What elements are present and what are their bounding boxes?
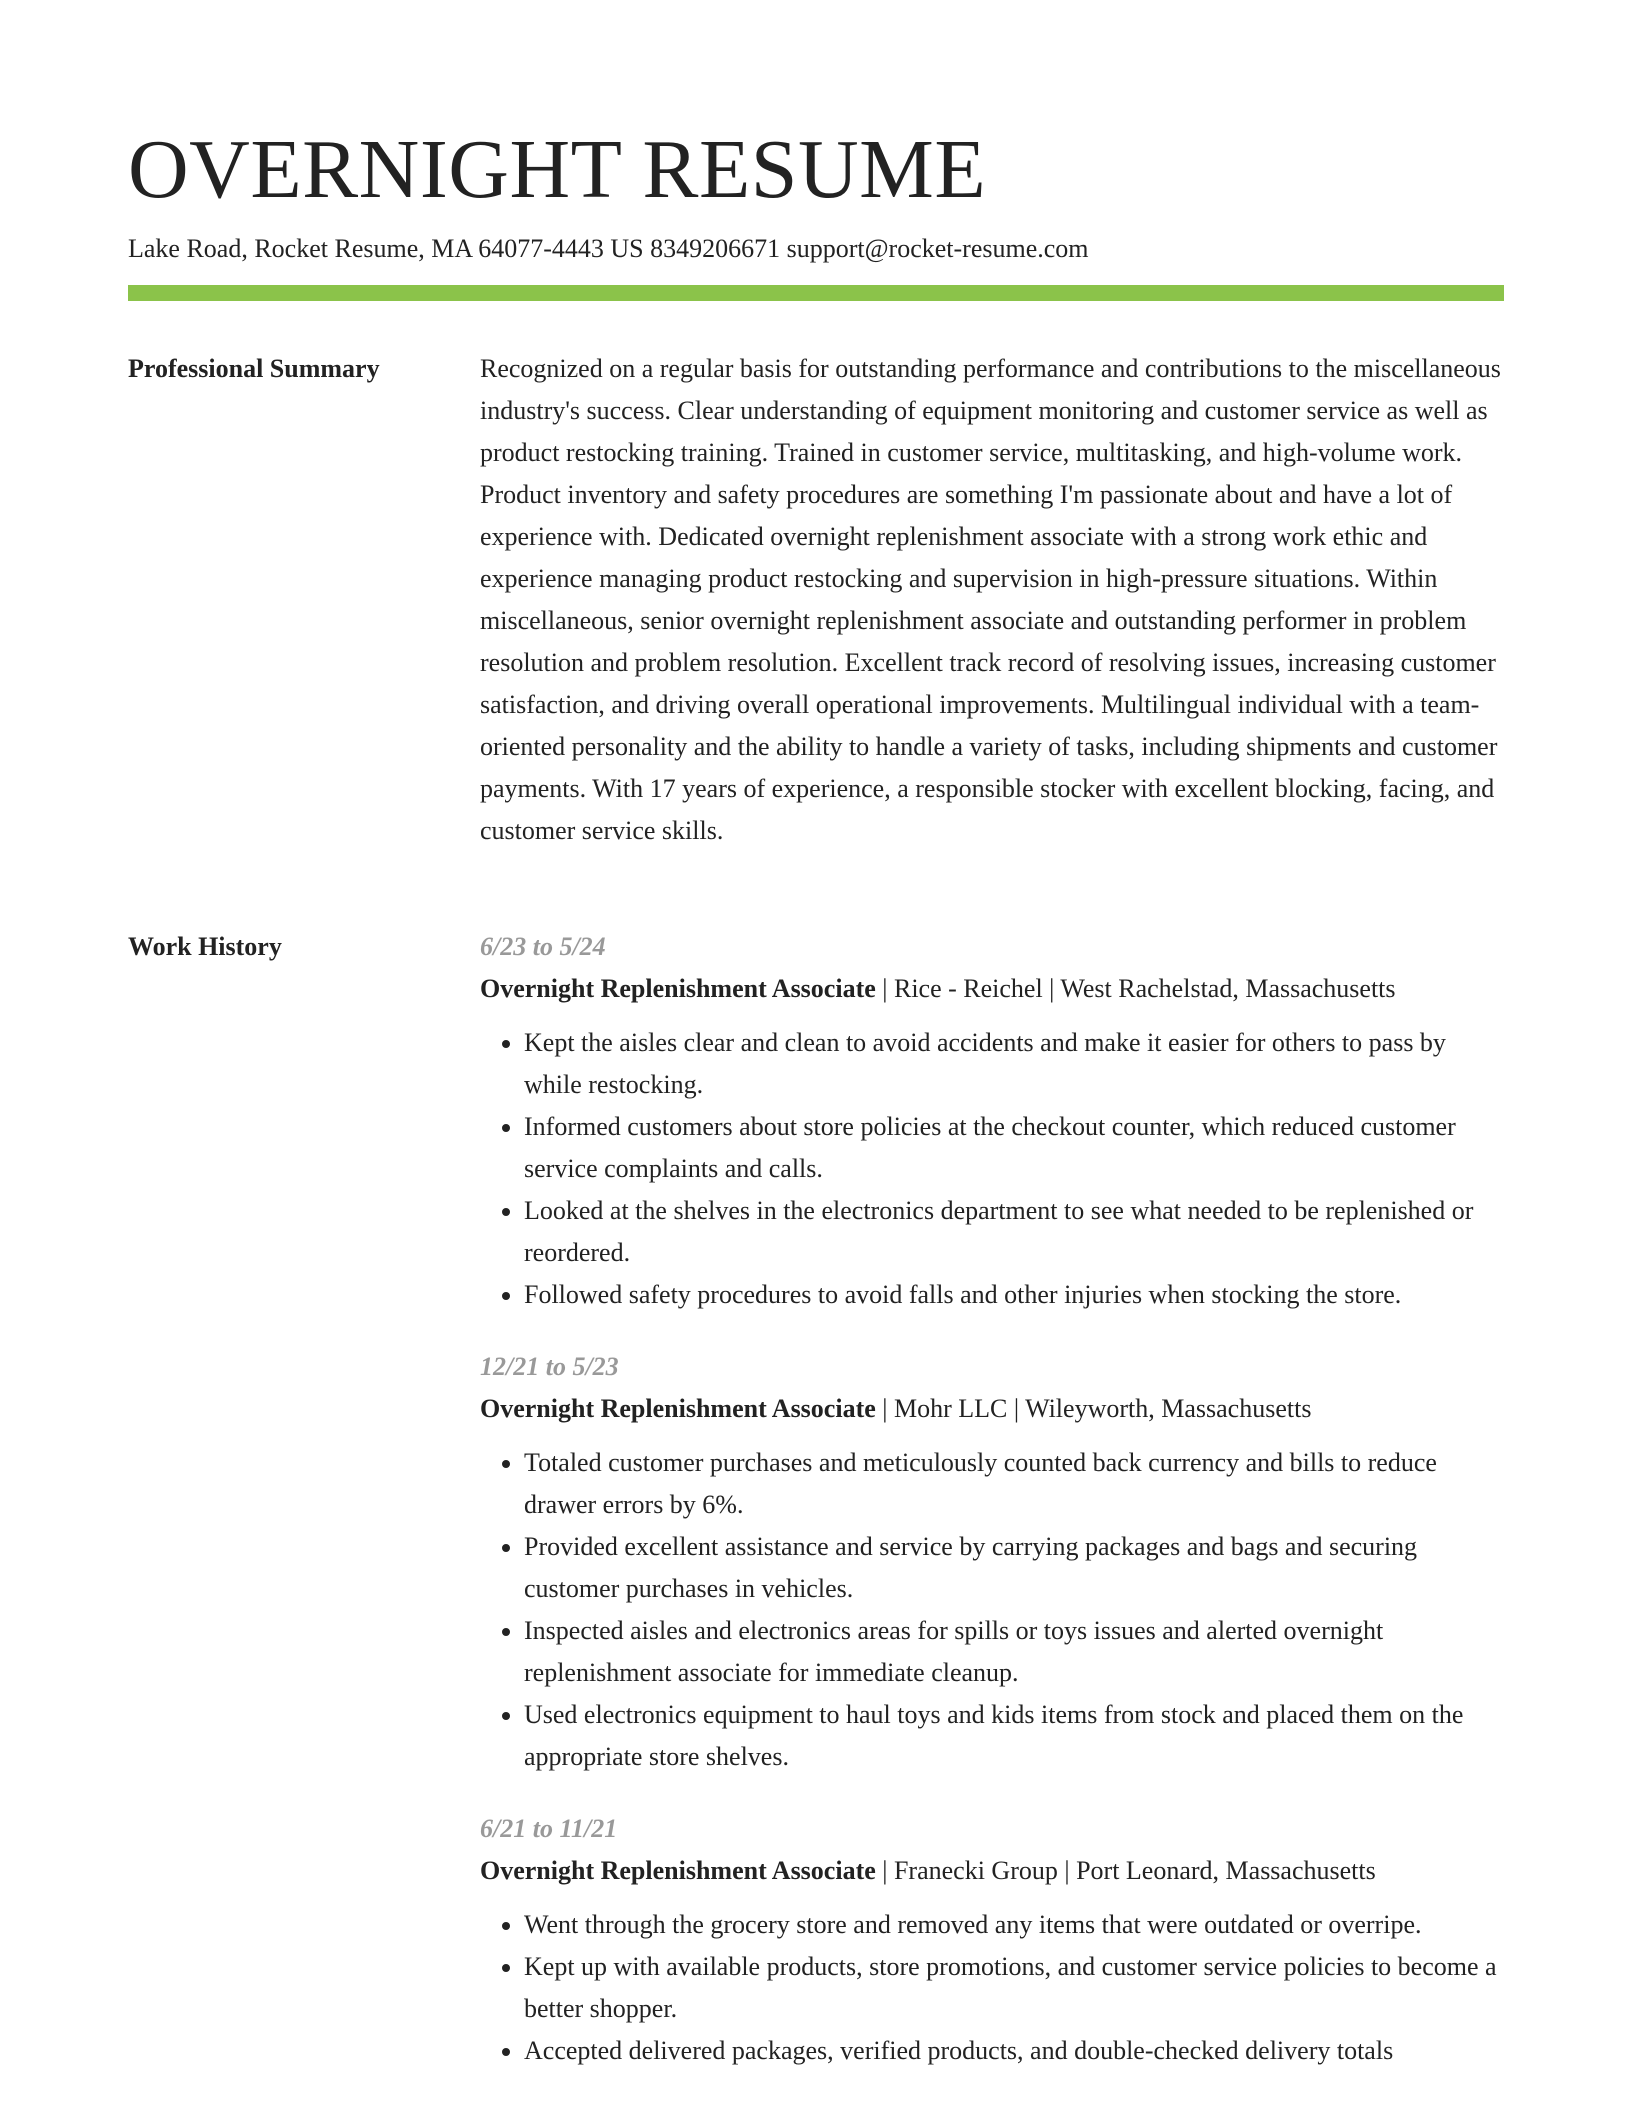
- job-heading: [480, 968, 1504, 1010]
- job-entry: [480, 1808, 1504, 2072]
- job-entry: [480, 926, 1504, 1316]
- job-bullet: • Informed customers about store policies at the checkout counter, which reduced customer service complaints and calls.: [524, 1106, 1504, 1190]
- summary-body: [480, 348, 1504, 852]
- job-bullet: • Totaled customer purchases and meticulously counted back currency and bills to reduce drawer errors by 6%.: [524, 1442, 1504, 1526]
- job-bullet: • Used electronics equipment to haul toys and kids items from stock and placed them on the appropriate store shelves.: [524, 1694, 1504, 1778]
- job-heading: [480, 1850, 1504, 1892]
- job-heading: [480, 1388, 1504, 1430]
- job-bullet: • Went through the grocery store and removed any items that were outdated or overripe.: [524, 1904, 1504, 1946]
- work-history-section: [128, 926, 1504, 2102]
- job-bullet: • Kept up with available products, store promotions, and customer service policies to become a better shopper.: [524, 1946, 1504, 2030]
- job-title: Overnight Replenishment Associate: [480, 1856, 876, 1885]
- job-bullet: • Provided excellent assistance and service by carrying packages and bags and securing customer purchases in vehicles.: [524, 1526, 1504, 1610]
- job-bullet: • Looked at the shelves in the electronics department to see what needed to be replenished or reordered.: [524, 1190, 1504, 1274]
- work-history-body: [480, 926, 1504, 2102]
- job-company-location: | Rice - Reichel | West Rachelstad, Massachusetts: [875, 974, 1396, 1003]
- work-history-heading: Work History: [128, 932, 282, 961]
- job-company-location: | Franecki Group | Port Leonard, Massachusetts: [875, 1856, 1376, 1885]
- job-bullets: [480, 1022, 1504, 1316]
- contact-line: Lake Road, Rocket Resume, MA 64077-4443 US 8349206671 support@rocket-resume.com: [128, 234, 1089, 263]
- header-divider: [128, 285, 1504, 301]
- job-bullet: • Followed safety procedures to avoid falls and other injuries when stocking the store.: [524, 1274, 1504, 1316]
- job-dates: 6/21 to 11/21: [480, 1814, 618, 1843]
- job-company-location: | Mohr LLC | Wileyworth, Massachusetts: [875, 1394, 1312, 1423]
- summary-heading: Professional Summary: [128, 354, 380, 383]
- summary-text: Recognized on a regular basis for outstanding performance and contributions to the miscellaneous industry's success. Clear understanding of equipment monitoring and customer service as well as product restocking training. Trained in customer service, multitasking, and high-volume work. Product inventory and safety procedures are something I'm passionate about and have a lot of experience with. Dedicated overnight replenishment associate with a strong work ethic and experience managing product restocking and supervision in high-pressure situations. Within miscellaneous, senior overnight replenishment associate and outstanding performer in problem resolution and problem resolution. Excellent track record of resolving issues, increasing customer satisfaction, and driving overall operational improvements. Multilingual individual with a team-oriented personality and the ability to handle a variety of tasks, including shipments and customer payments. With 17 years of experience, a responsible stocker with excellent blocking, facing, and customer service skills.: [480, 354, 1501, 845]
- summary-section: [128, 348, 1504, 852]
- job-title: Overnight Replenishment Associate: [480, 974, 876, 1003]
- job-entry: [480, 1346, 1504, 1778]
- job-bullets: [480, 1442, 1504, 1778]
- job-bullet: • Inspected aisles and electronics areas for spills or toys issues and alerted overnight replenishment associate for immediate cleanup.: [524, 1610, 1504, 1694]
- job-dates: 12/21 to 5/23: [480, 1352, 619, 1381]
- job-bullet: • Kept the aisles clear and clean to avoid accidents and make it easier for others to pass by while restocking.: [524, 1022, 1504, 1106]
- job-title: Overnight Replenishment Associate: [480, 1394, 876, 1423]
- job-bullet: • Accepted delivered packages, verified products, and double-checked delivery totals: [524, 2030, 1504, 2072]
- job-bullets: [480, 1904, 1504, 2072]
- resume-name: OVERNIGHT RESUME: [128, 123, 987, 216]
- job-dates: 6/23 to 5/24: [480, 932, 606, 961]
